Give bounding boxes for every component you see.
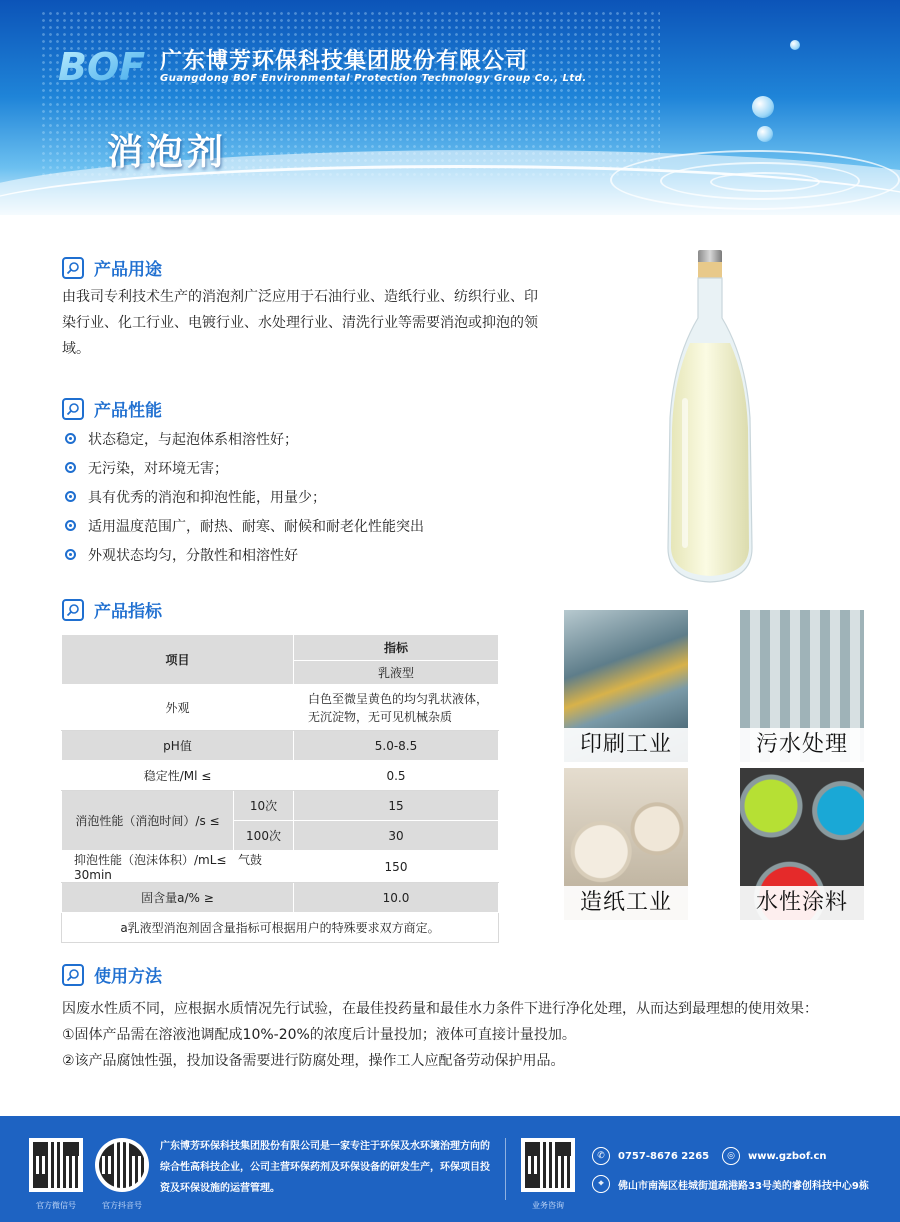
magnifier-icon (62, 964, 84, 986)
col-type-header: 乳液型 (294, 661, 499, 685)
wechat-qr-code (29, 1138, 83, 1192)
spec-table (61, 634, 499, 943)
row-label: 外观 (62, 685, 294, 731)
table-row (62, 685, 499, 731)
row-label: pH值 (62, 731, 294, 761)
col-index-header: 指标 (294, 635, 499, 661)
wastewater-treatment-photo (740, 610, 864, 762)
company-description: 广东博芳环保科技集团股份有限公司是一家专注于环保及水环境治理方向的综合性高科技企业，公司主营环保药剂及环保设备的研发生产，环保项目投资及环保设施的运营管理。 (160, 1141, 490, 1194)
header-banner (0, 0, 900, 215)
table-header-row (62, 635, 499, 661)
performance-list (65, 424, 424, 569)
product-bottle-image (660, 248, 760, 588)
phone-contact: ✆ 0757-8676 2265 (592, 1147, 709, 1165)
water-drop (752, 96, 774, 118)
col-item-header: 项目 (62, 635, 294, 685)
usage-text: 由我司专利技术生产的消泡剂广泛应用于石油行业、造纸行业、纺织行业、印染行业、化工行业、电镀行业、水处理行业、清洗行业等需要消泡或抑泡的领域。 (62, 289, 538, 357)
row-label: 抑泡性能（泡沫体积）/mL≤ 气鼓30min (62, 851, 294, 883)
row-label: 固含量a/% ≥ (62, 883, 294, 913)
photo-caption: 污水处理 (740, 728, 864, 762)
bullet-icon (65, 520, 76, 531)
row-value: 150 (294, 851, 499, 883)
bullet-icon (65, 491, 76, 502)
row-value: 0.5 (294, 761, 499, 791)
section-title: 产品性能 (94, 401, 162, 421)
method-line: ②该产品腐蚀性强，投加设备需要进行防腐处理，操作工人应配备劳动保护用品。 (62, 1053, 565, 1069)
company-logo (56, 42, 156, 88)
section-title: 产品用途 (94, 260, 162, 280)
table-row (62, 851, 499, 883)
list-item: 无污染，对环境无害； (65, 453, 424, 482)
table-row (62, 731, 499, 761)
qr-caption: 官方抖音号 (102, 1201, 142, 1210)
table-row (62, 761, 499, 791)
row-value: 15 (294, 791, 499, 821)
table-note: a乳液型消泡剂固含量指标可根据用户的特殊要求双方商定。 (62, 913, 499, 943)
douyin-qr-code (95, 1138, 149, 1192)
list-item: 具有优秀的消泡和抑泡性能，用量少； (65, 482, 424, 511)
footer (0, 1116, 900, 1222)
water-drop (790, 40, 800, 50)
list-item: 外观状态均匀，分散性和相溶性好 (65, 540, 424, 569)
row-label: 消泡性能（消泡时间）/s ≤ (62, 791, 234, 851)
printing-industry-photo (564, 610, 688, 762)
magnifier-icon (62, 257, 84, 279)
row-value: 白色至微呈黄色的均匀乳状液体，无沉淀物，无可见机械杂质 (294, 685, 499, 731)
section-title: 使用方法 (94, 967, 162, 987)
paper-industry-photo (564, 768, 688, 920)
address-contact: ⌖ 佛山市南海区桂城街道疏港路33号美的睿创科技中心9栋 (592, 1175, 869, 1193)
table-row (62, 883, 499, 913)
phone-icon: ✆ (592, 1147, 610, 1165)
method-line: ①固体产品需在溶液池调配成10%-20%的浓度后计量投加；液体可直接计量投加。 (62, 1027, 576, 1043)
photo-caption: 印刷工业 (564, 728, 688, 762)
method-line: 因废水性质不同，应根据水质情况先行试验，在最佳投药量和最佳水力条件下进行净化处理，从而达到最理想的使用效果： (62, 1001, 818, 1017)
water-ripple (710, 172, 820, 192)
svg-text:BOF: BOF (58, 45, 146, 88)
list-item: 适用温度范围广，耐热、耐寒、耐候和耐老化性能突出 (65, 511, 424, 540)
magnifier-icon (62, 599, 84, 621)
photo-caption: 造纸工业 (564, 886, 688, 920)
company-name-en: Guangdong BOF Environmental Protection Technology Group Co., Ltd. (160, 73, 587, 84)
section-title: 产品指标 (94, 602, 162, 622)
photo-caption: 水性涂料 (740, 886, 864, 920)
waterborne-coating-photo (740, 768, 864, 920)
qr-caption: 官方微信号 (36, 1201, 76, 1210)
company-name-cn: 广东博芳环保科技集团股份有限公司 (160, 49, 529, 74)
table-row (62, 791, 499, 821)
usage-heading (62, 255, 162, 280)
spec-heading (62, 597, 162, 622)
water-drop (757, 126, 773, 142)
globe-icon: ◎ (722, 1147, 740, 1165)
row-label: 稳定性/Ml ≤ (62, 761, 294, 791)
divider (505, 1138, 506, 1200)
location-pin-icon: ⌖ (592, 1175, 610, 1193)
performance-heading (62, 396, 162, 421)
row-sub-label: 100次 (234, 821, 294, 851)
row-value: 30 (294, 821, 499, 851)
table-note-row (62, 913, 499, 943)
website-contact[interactable]: ◎ www.gzbof.cn (722, 1147, 827, 1165)
bullet-icon (65, 462, 76, 473)
product-title: 消泡剂 (107, 132, 228, 173)
method-text (62, 996, 862, 1074)
magnifier-icon (62, 398, 84, 420)
row-sub-label: 10次 (234, 791, 294, 821)
list-item: 状态稳定，与起泡体系相溶性好； (65, 424, 424, 453)
bullet-icon (65, 549, 76, 560)
method-heading (62, 962, 162, 987)
qr-caption: 业务咨询 (532, 1201, 564, 1210)
row-value: 5.0-8.5 (294, 731, 499, 761)
row-value: 10.0 (294, 883, 499, 913)
business-qr-code (521, 1138, 575, 1192)
bullet-icon (65, 433, 76, 444)
